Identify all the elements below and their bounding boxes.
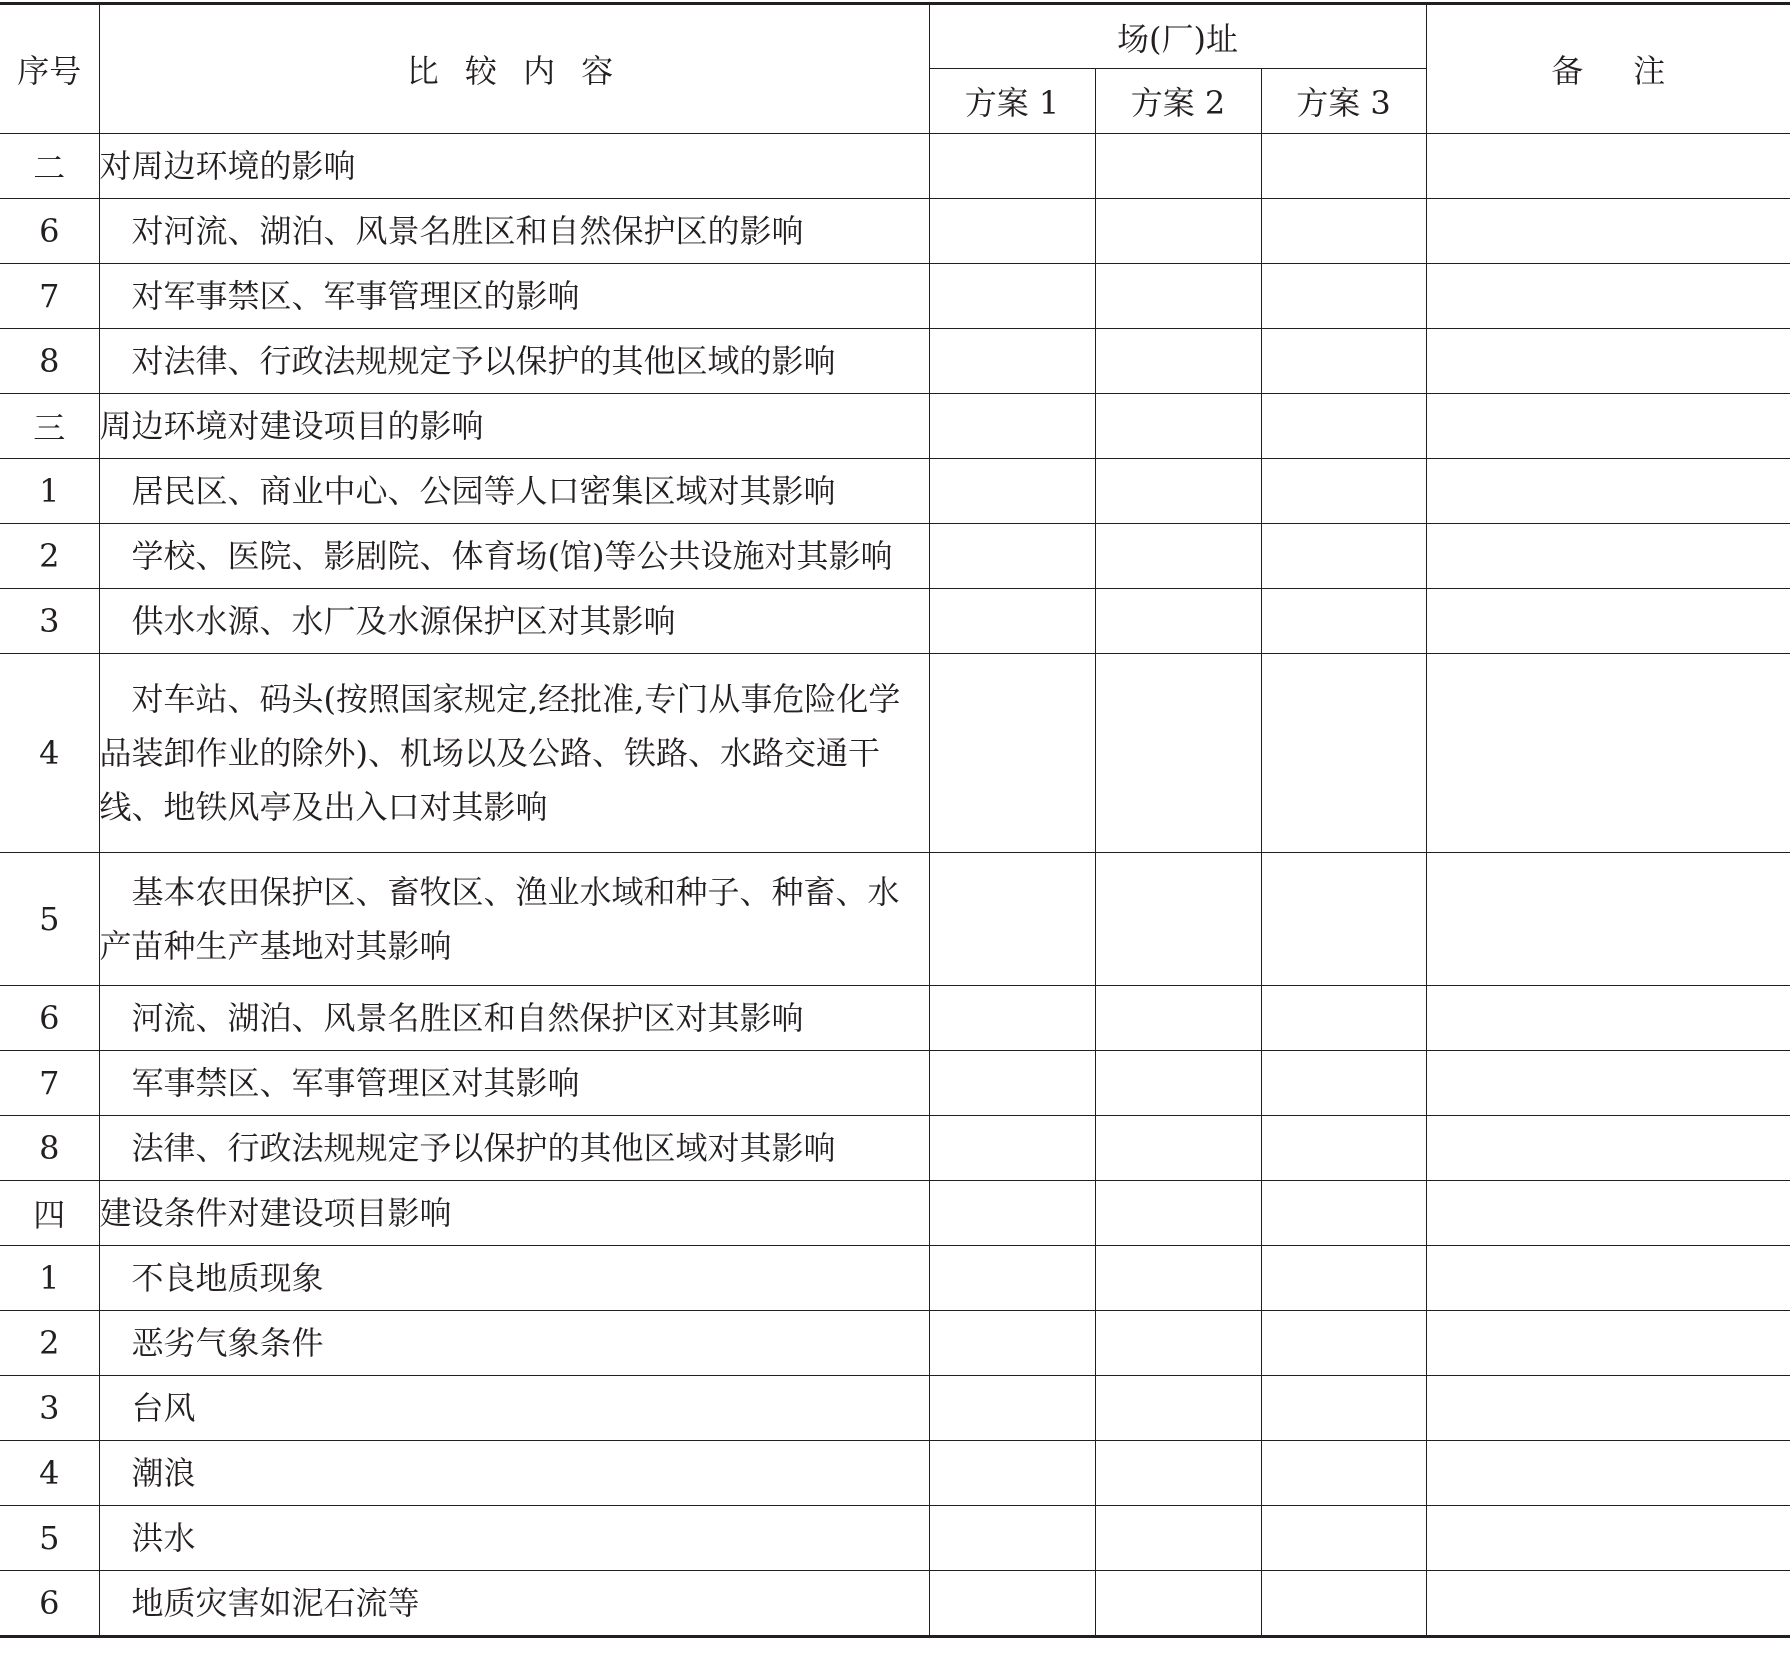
row-number: 1 xyxy=(0,1246,99,1311)
plan-2-cell xyxy=(1095,1246,1261,1311)
row-content: 军事禁区、军事管理区对其影响 xyxy=(99,1051,929,1116)
row-content: 对军事禁区、军事管理区的影响 xyxy=(99,264,929,329)
plan-3-cell xyxy=(1261,853,1426,986)
row-content: 基本农田保护区、畜牧区、渔业水域和种子、种畜、水产苗种生产基地对其影响 xyxy=(99,853,929,986)
note-cell xyxy=(1426,134,1790,199)
plan-2-cell xyxy=(1095,524,1261,589)
plan-1-cell xyxy=(929,1376,1095,1441)
plan-1-cell xyxy=(929,853,1095,986)
row-content: 不良地质现象 xyxy=(99,1246,929,1311)
plan-3-cell xyxy=(1261,1506,1426,1571)
plan-1-cell xyxy=(929,524,1095,589)
header-site: 场(厂)址 xyxy=(929,4,1426,69)
note-cell xyxy=(1426,1571,1790,1637)
table-row xyxy=(0,459,1790,524)
plan-3-cell xyxy=(1261,986,1426,1051)
header-note-part-a: 备 xyxy=(1551,52,1584,90)
row-content: 洪水 xyxy=(99,1506,929,1571)
plan-1-cell xyxy=(929,986,1095,1051)
row-number: 8 xyxy=(0,329,99,394)
row-number: 6 xyxy=(0,199,99,264)
row-number: 6 xyxy=(0,1571,99,1637)
plan-1-cell xyxy=(929,264,1095,329)
site-comparison-table xyxy=(0,2,1790,1638)
note-cell xyxy=(1426,1506,1790,1571)
row-number: 2 xyxy=(0,1311,99,1376)
plan-3-cell xyxy=(1261,1116,1426,1181)
row-number: 4 xyxy=(0,1441,99,1506)
header-content: 比 较 内 容 xyxy=(99,4,929,134)
table-row xyxy=(0,1311,1790,1376)
plan-2-cell xyxy=(1095,1116,1261,1181)
plan-3-cell xyxy=(1261,1311,1426,1376)
row-number: 5 xyxy=(0,853,99,986)
plan-3-cell xyxy=(1261,459,1426,524)
plan-1-cell xyxy=(929,134,1095,199)
plan-2-cell xyxy=(1095,134,1261,199)
row-content: 学校、医院、影剧院、体育场(馆)等公共设施对其影响 xyxy=(99,524,929,589)
table-row xyxy=(0,1571,1790,1637)
note-cell xyxy=(1426,459,1790,524)
note-cell xyxy=(1426,1311,1790,1376)
row-content: 潮浪 xyxy=(99,1441,929,1506)
header-plan-1: 方案 1 xyxy=(929,69,1095,134)
row-number: 三 xyxy=(0,394,99,459)
table-row xyxy=(0,329,1790,394)
table-row xyxy=(0,1116,1790,1181)
table-row xyxy=(0,1051,1790,1116)
plan-3-cell xyxy=(1261,589,1426,654)
table-row xyxy=(0,1246,1790,1311)
plan-2-cell xyxy=(1095,1506,1261,1571)
note-cell xyxy=(1426,853,1790,986)
note-cell xyxy=(1426,986,1790,1051)
plan-3-cell xyxy=(1261,1181,1426,1246)
row-content: 对法律、行政法规规定予以保护的其他区域的影响 xyxy=(99,329,929,394)
row-content: 供水水源、水厂及水源保护区对其影响 xyxy=(99,589,929,654)
table-row xyxy=(0,1181,1790,1246)
plan-3-cell xyxy=(1261,654,1426,853)
plan-1-cell xyxy=(929,1441,1095,1506)
plan-3-cell xyxy=(1261,1571,1426,1637)
plan-1-cell xyxy=(929,1246,1095,1311)
row-content: 建设条件对建设项目影响 xyxy=(99,1181,929,1246)
plan-1-cell xyxy=(929,654,1095,853)
plan-1-cell xyxy=(929,1181,1095,1246)
header-row xyxy=(0,4,1790,69)
plan-2-cell xyxy=(1095,1571,1261,1637)
note-cell xyxy=(1426,524,1790,589)
plan-1-cell xyxy=(929,459,1095,524)
plan-1-cell xyxy=(929,1311,1095,1376)
row-content: 对车站、码头(按照国家规定,经批准,专门从事危险化学品装卸作业的除外)、机场以及公路、铁路、水路交通干线、地铁风亭及出入口对其影响 xyxy=(99,654,929,853)
table-row xyxy=(0,394,1790,459)
plan-1-cell xyxy=(929,1571,1095,1637)
row-content: 河流、湖泊、风景名胜区和自然保护区对其影响 xyxy=(99,986,929,1051)
plan-1-cell xyxy=(929,199,1095,264)
table-row xyxy=(0,589,1790,654)
plan-3-cell xyxy=(1261,394,1426,459)
row-content: 对周边环境的影响 xyxy=(99,134,929,199)
note-cell xyxy=(1426,394,1790,459)
plan-2-cell xyxy=(1095,394,1261,459)
row-number: 6 xyxy=(0,986,99,1051)
plan-2-cell xyxy=(1095,654,1261,853)
table-row xyxy=(0,1506,1790,1571)
note-cell xyxy=(1426,1116,1790,1181)
plan-3-cell xyxy=(1261,264,1426,329)
note-cell xyxy=(1426,1051,1790,1116)
plan-3-cell xyxy=(1261,524,1426,589)
plan-3-cell xyxy=(1261,1051,1426,1116)
plan-2-cell xyxy=(1095,264,1261,329)
row-number: 7 xyxy=(0,264,99,329)
plan-2-cell xyxy=(1095,329,1261,394)
note-cell xyxy=(1426,329,1790,394)
plan-2-cell xyxy=(1095,1181,1261,1246)
plan-2-cell xyxy=(1095,1311,1261,1376)
plan-3-cell xyxy=(1261,134,1426,199)
plan-1-cell xyxy=(929,1506,1095,1571)
note-cell xyxy=(1426,1376,1790,1441)
row-number: 2 xyxy=(0,524,99,589)
plan-2-cell xyxy=(1095,199,1261,264)
table-row xyxy=(0,1376,1790,1441)
note-cell xyxy=(1426,264,1790,329)
plan-3-cell xyxy=(1261,1246,1426,1311)
plan-3-cell xyxy=(1261,1376,1426,1441)
plan-1-cell xyxy=(929,1116,1095,1181)
table-row xyxy=(0,986,1790,1051)
row-number: 5 xyxy=(0,1506,99,1571)
plan-1-cell xyxy=(929,1051,1095,1116)
header-note-part-b: 注 xyxy=(1633,52,1666,90)
plan-1-cell xyxy=(929,394,1095,459)
plan-3-cell xyxy=(1261,1441,1426,1506)
plan-2-cell xyxy=(1095,986,1261,1051)
row-content: 恶劣气象条件 xyxy=(99,1311,929,1376)
note-cell xyxy=(1426,1246,1790,1311)
plan-1-cell xyxy=(929,589,1095,654)
row-number: 3 xyxy=(0,589,99,654)
plan-1-cell xyxy=(929,329,1095,394)
row-number: 7 xyxy=(0,1051,99,1116)
row-content: 法律、行政法规规定予以保护的其他区域对其影响 xyxy=(99,1116,929,1181)
note-cell xyxy=(1426,1181,1790,1246)
table-row xyxy=(0,199,1790,264)
plan-2-cell xyxy=(1095,1051,1261,1116)
table-row xyxy=(0,264,1790,329)
row-number: 1 xyxy=(0,459,99,524)
table-row xyxy=(0,654,1790,853)
plan-2-cell xyxy=(1095,853,1261,986)
note-cell xyxy=(1426,654,1790,853)
plan-2-cell xyxy=(1095,589,1261,654)
row-number: 四 xyxy=(0,1181,99,1246)
plan-2-cell xyxy=(1095,1441,1261,1506)
row-number: 8 xyxy=(0,1116,99,1181)
row-content: 地质灾害如泥石流等 xyxy=(99,1571,929,1637)
note-cell xyxy=(1426,589,1790,654)
plan-3-cell xyxy=(1261,199,1426,264)
row-number: 二 xyxy=(0,134,99,199)
note-cell xyxy=(1426,1441,1790,1506)
row-content: 台风 xyxy=(99,1376,929,1441)
table-row xyxy=(0,524,1790,589)
plan-2-cell xyxy=(1095,459,1261,524)
header-note xyxy=(1426,4,1790,134)
row-content: 周边环境对建设项目的影响 xyxy=(99,394,929,459)
note-cell xyxy=(1426,199,1790,264)
row-content: 对河流、湖泊、风景名胜区和自然保护区的影响 xyxy=(99,199,929,264)
table-row xyxy=(0,134,1790,199)
plan-3-cell xyxy=(1261,329,1426,394)
table-row xyxy=(0,853,1790,986)
row-content: 居民区、商业中心、公园等人口密集区域对其影响 xyxy=(99,459,929,524)
header-no: 序号 xyxy=(0,4,99,134)
row-number: 4 xyxy=(0,654,99,853)
header-plan-3: 方案 3 xyxy=(1261,69,1426,134)
header-plan-2: 方案 2 xyxy=(1095,69,1261,134)
table-row xyxy=(0,1441,1790,1506)
plan-2-cell xyxy=(1095,1376,1261,1441)
row-number: 3 xyxy=(0,1376,99,1441)
